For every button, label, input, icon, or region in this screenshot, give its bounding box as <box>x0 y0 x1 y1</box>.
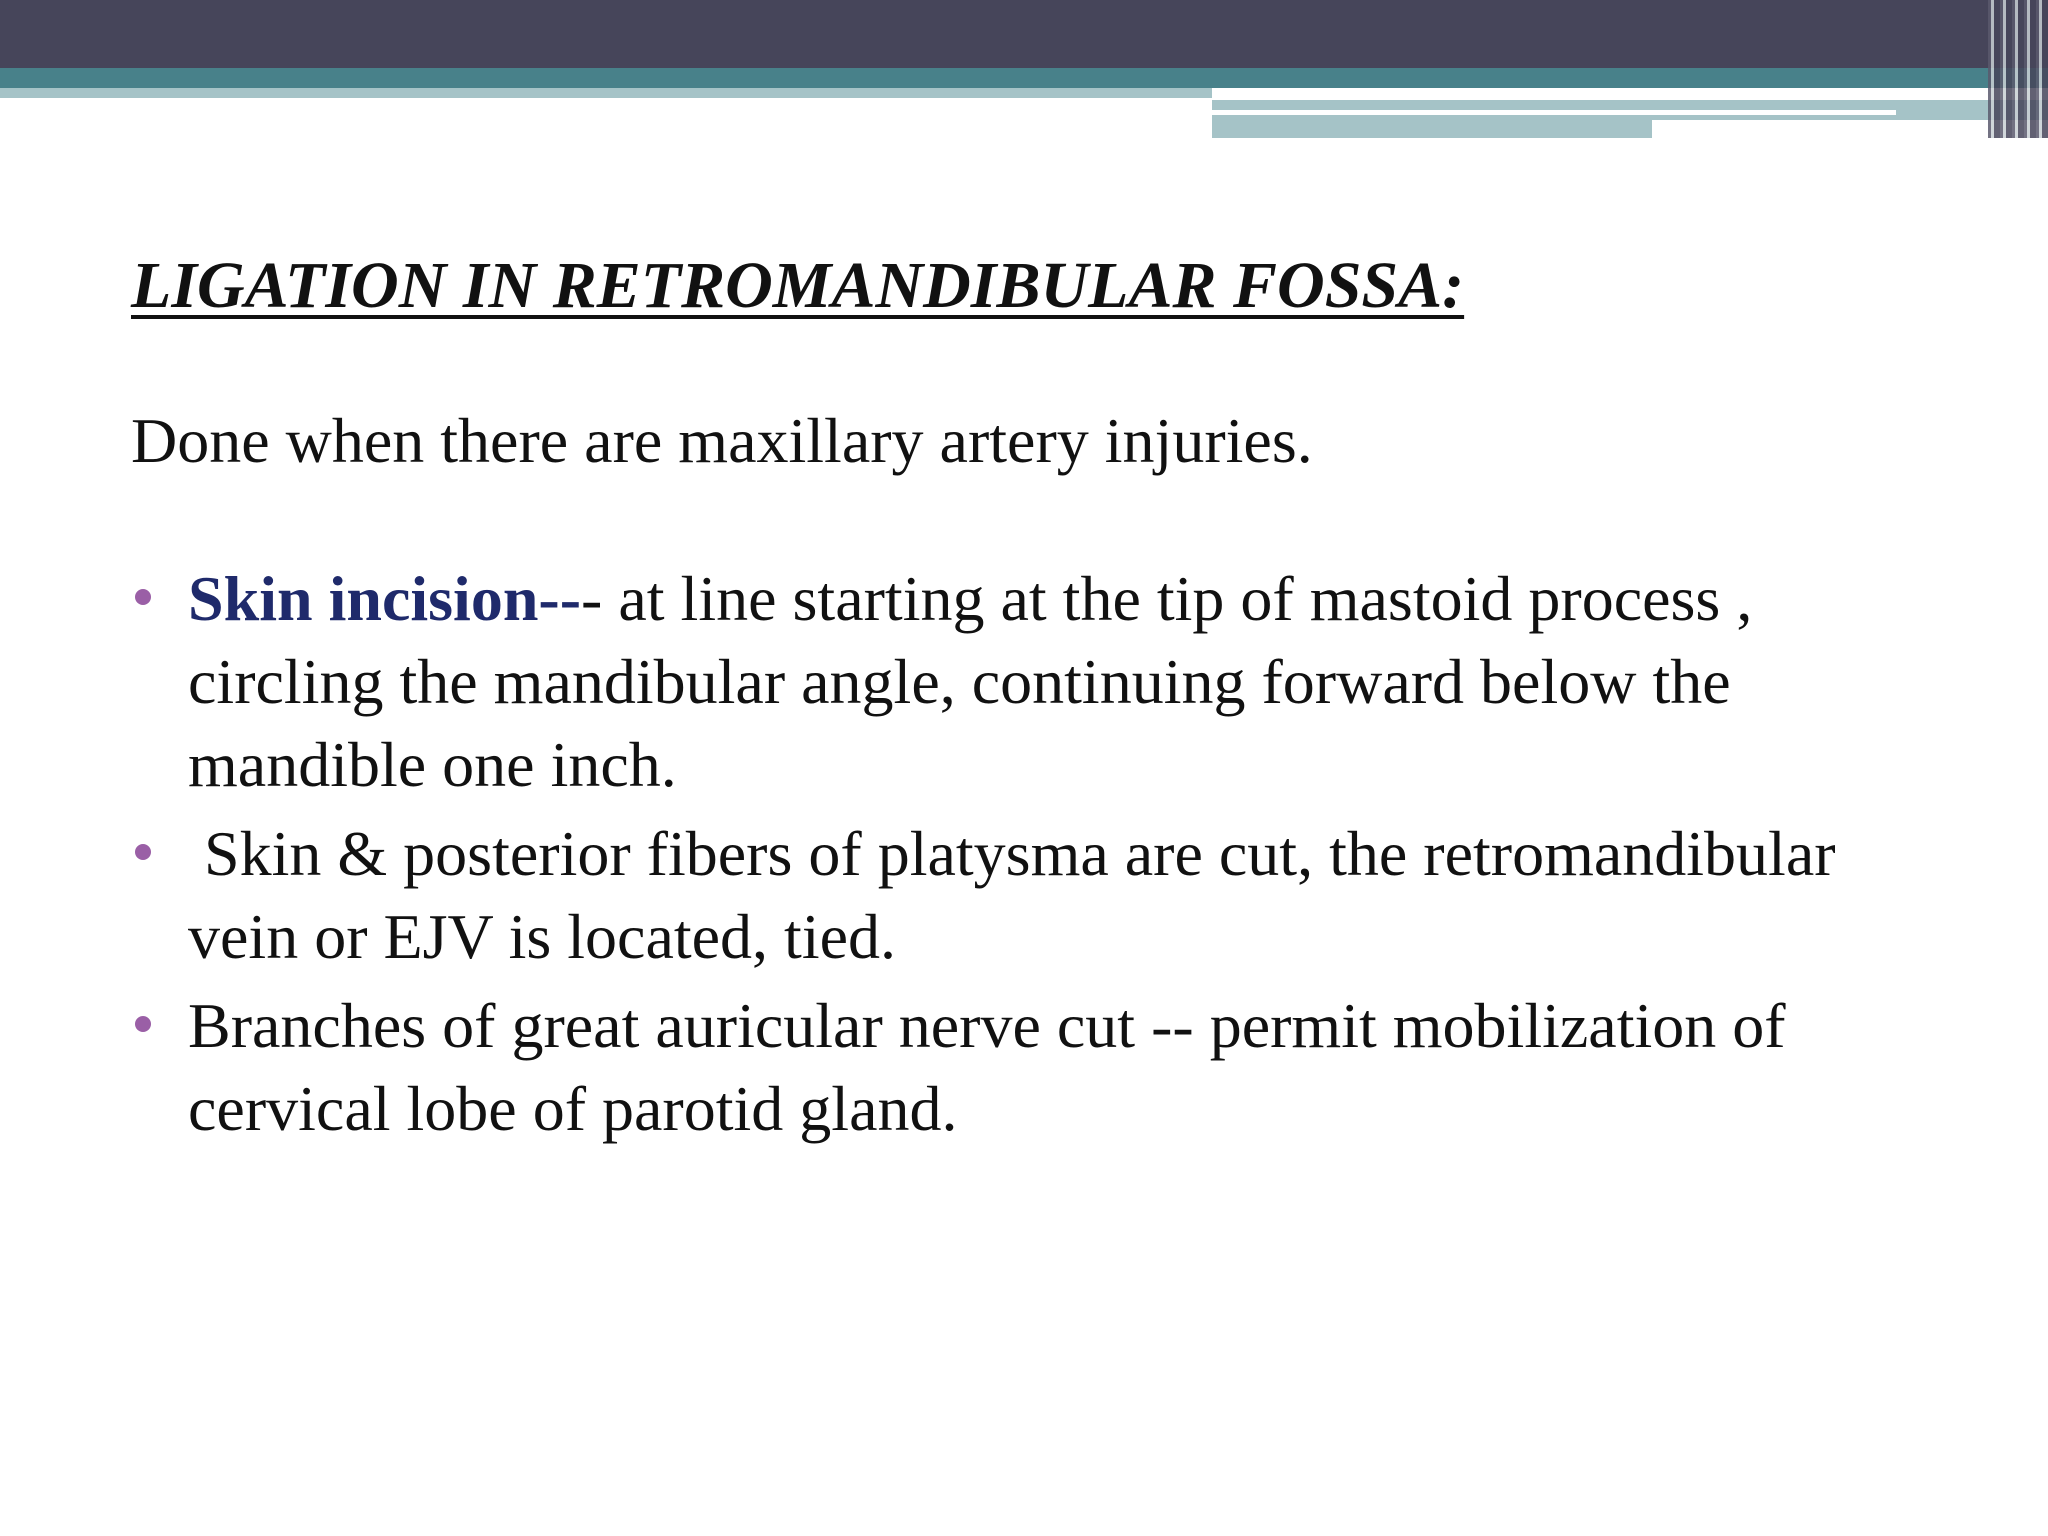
intro-text: Done when there are maxillary artery injuries. <box>131 404 1313 476</box>
slide-title: LIGATION IN RETROMANDIBULAR FOSSA: <box>131 249 1465 322</box>
bullet-dot-icon <box>135 589 151 605</box>
bullet-item-auricular-nerve <box>131 984 1931 1150</box>
slide-content <box>131 250 1931 1156</box>
bullet-text-auricular-nerve: Branches of great auricular nerve cut -- permit mobilization of cervical lobe of parotid gland. <box>188 990 1786 1145</box>
bullet-list <box>131 557 1931 1150</box>
header-bar-teal <box>0 68 2048 88</box>
header-white-stripe <box>1212 110 1896 115</box>
bullet-dot-icon <box>135 844 151 860</box>
bullet-lead-skin-incision: Skin incision-- <box>188 563 582 635</box>
header-bar-light-left <box>0 88 1212 98</box>
header-bar-light-bottom <box>1212 120 1652 138</box>
bullet-text-platysma: Skin & posterior fibers of platysma are cut, the retromandibular vein or EJV is located, tied. <box>188 818 1852 973</box>
header-right-lines <box>1988 0 2048 138</box>
bullet-item-platysma <box>131 812 1931 978</box>
bullet-dot-icon <box>135 1016 151 1032</box>
header-bar-dark <box>0 0 2048 68</box>
bullet-item-skin-incision <box>131 557 1931 806</box>
bullet-text-skin-incision: - at line starting at the tip of mastoid process , circling the mandibular angle, continuing forward below the mandible one inch. <box>188 563 1753 801</box>
